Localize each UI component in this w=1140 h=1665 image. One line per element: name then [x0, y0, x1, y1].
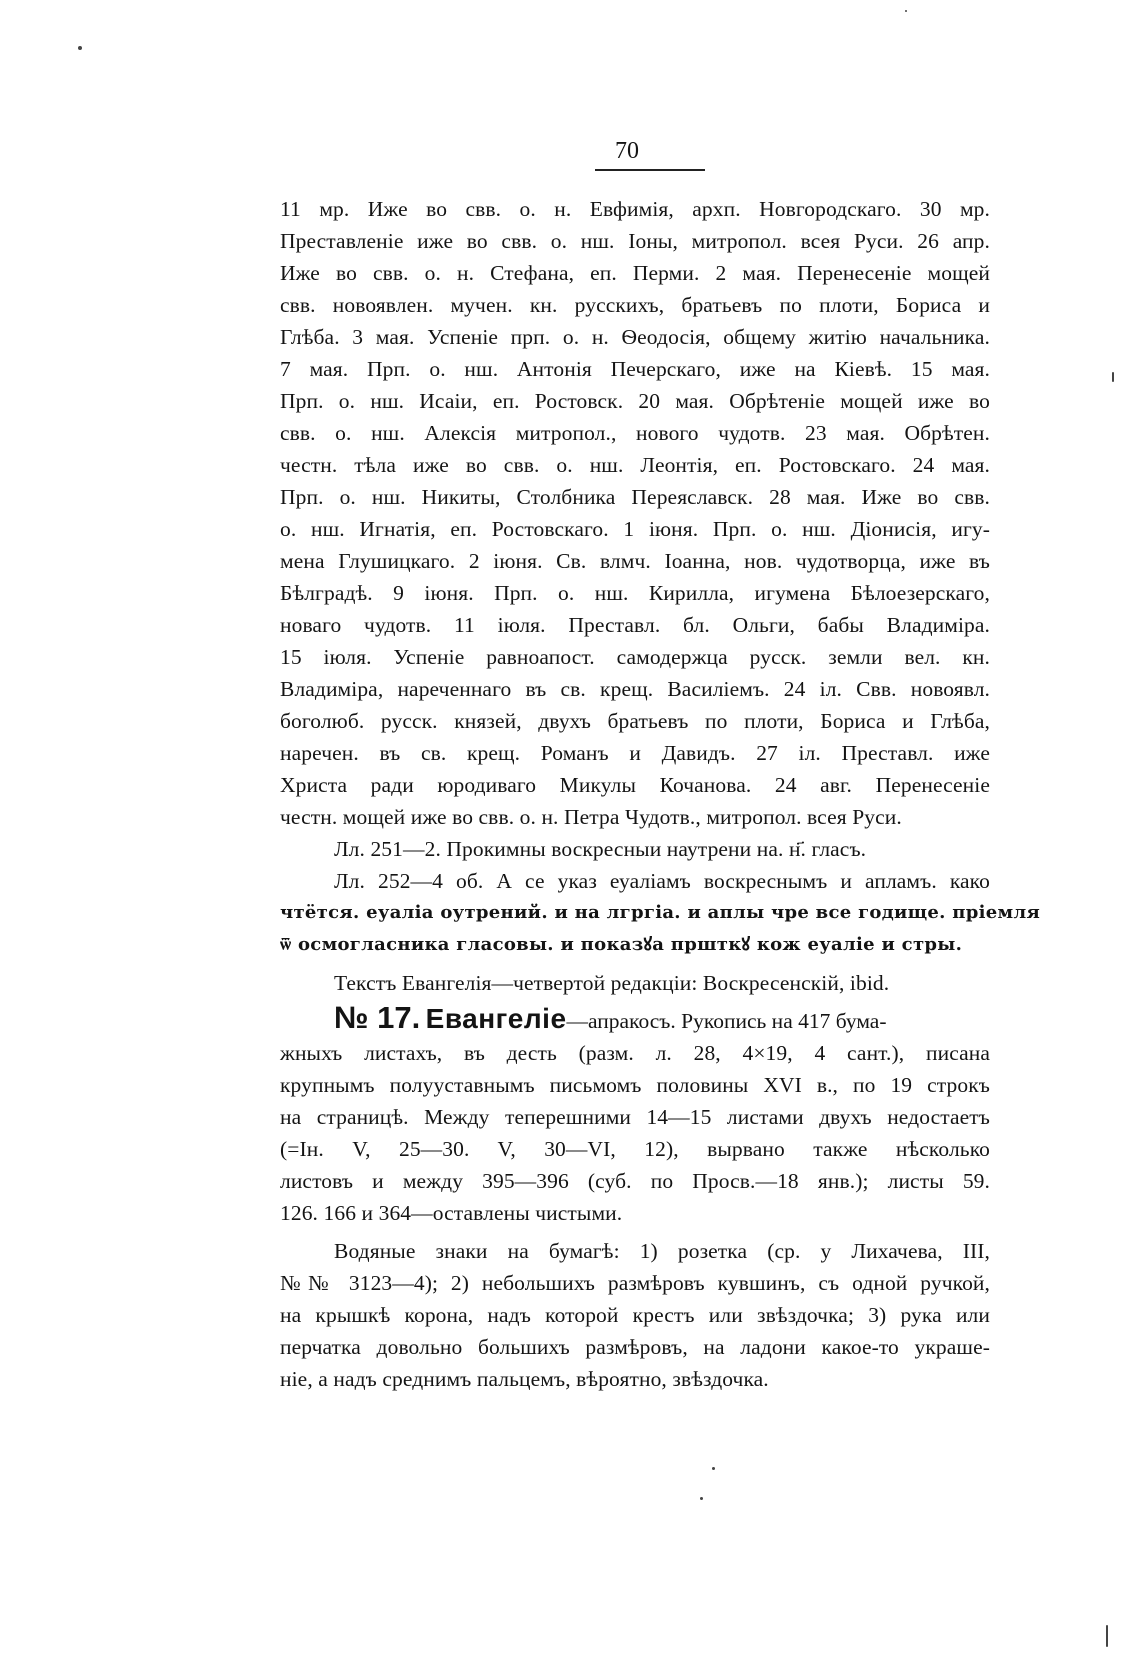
watermarks-paragraph [280, 1235, 990, 1395]
text-line: Водяные знаки на бумагѣ: 1) розетка (ср. у Лихачева, III, [334, 1239, 990, 1263]
page-number: 70 [615, 138, 639, 164]
text-line: свв. о. нш. Алексія митропол., нового чудотв. 23 мая. Обрѣтен. [280, 421, 990, 445]
entry-number: № 17. [334, 1000, 421, 1035]
text-line: свв. новоявлен. мучен. кн. русскихъ, братьевъ по плоти, Бориса и [280, 293, 990, 317]
entry-title: Евангеліе [425, 1003, 567, 1034]
text-line: перчатка довольно большихъ размѣровъ, на ладони какое-то украше- [280, 1335, 990, 1359]
text-line: крупнымъ полууставнымъ письмомъ половины XVI в., по 19 строкъ [280, 1073, 990, 1097]
text-line: Христа ради юродиваго Микулы Кочанова. 24 авг. Перенесеніе [280, 773, 990, 797]
text-line: боголюб. русск. князей, двухъ братьевъ по плоти, Бориса и Глѣба, [280, 709, 990, 733]
scan-speck [905, 10, 907, 12]
text-line: Бѣлградѣ. 9 іюня. Прп. о. нш. Кирилла, игумена Бѣлоезерскаго, [280, 581, 990, 605]
slavonic-line: чтётся. еуаліа оутрений. и на лгргіа. и аплы чре все годище. пріемля [280, 902, 1041, 923]
text-line: 15 іюля. Успеніе равноапост. самодержца русск. земли вел. кн. [280, 645, 990, 669]
page-number-rule [595, 169, 705, 171]
text-line: о. нш. Игнатія, еп. Ростовскаго. 1 іюня. Прп. о. нш. Діонисія, игу- [280, 517, 990, 541]
text-line: 7 мая. Прп. о. нш. Антонія Печерскаго, иже на Кіевѣ. 15 мая. [280, 357, 990, 381]
text-line: Прп. о. нш. Никиты, Столбника Переяславск. 28 мая. Иже во свв. [280, 485, 990, 509]
text-line: честн. мощей иже во свв. о. н. Петра Чудотв., митропол. всея Руси. [280, 805, 902, 829]
text-line: Иже во свв. о. н. Стефана, еп. Перми. 2 мая. Перенесеніе мощей [280, 261, 990, 285]
text-line: (=Ін. V, 25—30. V, 30—VI, 12), вырвано также нѣсколько [280, 1137, 990, 1161]
text-line: наречен. въ св. крещ. Романъ и Давидъ. 27 іл. Преставл. иже [280, 741, 990, 765]
slavonic-line: ѿ осмогласника гласовы. и показꙋа пршткꙋ кож еуаліе и стры. [280, 934, 963, 955]
text-line: 126. 166 и 364—оставлены чистыми. [280, 1201, 623, 1225]
scan-speck [1106, 1625, 1108, 1647]
text-line: на страницѣ. Между теперешними 14—15 листами двухъ недостаетъ [280, 1105, 990, 1129]
text-line: 11 мр. Иже во свв. о. н. Евфимія, архп. Новгородскаго. 30 мр. [280, 197, 990, 221]
text-line: Лл. 252—4 об. А се указ еуаліамъ воскреснымъ и апламъ. како [334, 869, 990, 893]
scan-speck [700, 1497, 703, 1500]
scan-speck [1112, 372, 1114, 382]
text-line: №№ 3123—4); 2) небольшихъ размѣровъ кувшинъ, съ одной ручкой, [280, 1271, 990, 1295]
text-line: жныхъ листахъ, въ десть (разм. л. 28, 4×19, 4 сант.), писана [280, 1041, 990, 1065]
text-line: на крышкѣ корона, надъ которой крестъ или звѣздочка; 3) рука или [280, 1303, 990, 1327]
text-line: честн. тѣла иже во свв. о. нш. Леонтія, еп. Ростовскаго. 24 мая. [280, 453, 990, 477]
body-text [280, 193, 1041, 1395]
text-line: новаго чудотв. 11 іюля. Преставл. бл. Ольги, бабы Владиміра. [280, 613, 990, 637]
feast-calendar-paragraph [280, 193, 990, 833]
entry-heading-rest: —апракосъ. Рукопись на 417 бума- [566, 1009, 887, 1033]
slavonic-paragraph [280, 865, 1041, 961]
text-line: Глѣба. 3 мая. Успеніе прп. о. н. Ѳеодосія, общему житію начальника. [280, 325, 990, 349]
text-line: Преставленіе иже во свв. о. нш. Іоны, митропол. всея Руси. 26 апр. [280, 229, 990, 253]
text-line: листовъ и между 395—396 (суб. по Просв.—18 янв.); листы 59. [280, 1169, 990, 1193]
scan-speck [78, 46, 82, 50]
entry-heading [280, 999, 990, 1037]
entry-description [280, 1037, 990, 1229]
scan-speck [712, 1467, 715, 1470]
redaction-note: Текстъ Евангелія—четвертой редакціи: Воскресенскій, ibid. [334, 971, 890, 995]
text-line: ніе, а надъ среднимъ пальцемъ, вѣроятно, звѣздочка. [280, 1367, 769, 1391]
text-line: Владиміра, нареченнаго въ св. крещ. Василіемъ. 24 іл. Свв. новоявл. [280, 677, 990, 701]
prokeimena-line: Лл. 251—2. Прокимны воскресныи наутрени на. н҃. гласъ. [334, 837, 867, 861]
text-line: Прп. о. нш. Исаіи, еп. Ростовск. 20 мая. Обрѣтеніе мощей иже во [280, 389, 990, 413]
text-line: мена Глушицкаго. 2 іюня. Св. влмч. Іоанна, нов. чудотворца, иже въ [280, 549, 990, 573]
